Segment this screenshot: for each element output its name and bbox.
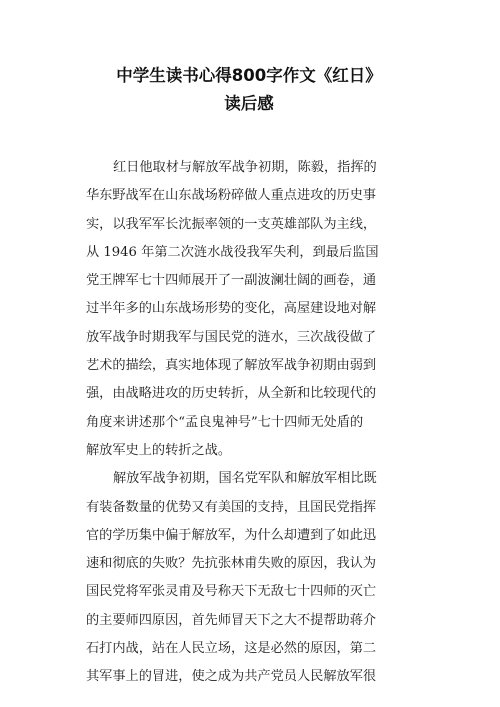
document-title [86, 62, 412, 118]
paragraph-line: 红日他取材与解放军战争初期，陈毅，指挥的 [113, 160, 377, 175]
paragraph-line: 角度来讲述那个“孟良鬼神号”七十四师无处盾的 [86, 414, 364, 430]
title-line-1: 中学生读书心得800字作文《红日》 [116, 66, 382, 85]
paragraph-line: 过半年多的山东战场形势的变化，高屋建设地对解 [86, 301, 377, 317]
title-line-2: 读后感 [224, 94, 274, 113]
paragraph-1 [86, 154, 412, 465]
paragraph-line: 的主要师四原因，首先师冒天下之大不提帮助蒋介 [86, 612, 377, 628]
paragraph-line: 华东野战军在山东战场粉碎做人重点进攻的历史事 [86, 188, 377, 204]
paragraph-line: 放军战争时期我军与国民党的涟水，三次战役做了 [86, 329, 377, 345]
paragraph-line: 石打内战，站在人民立场，这是必然的原因，第二 [86, 641, 377, 657]
paragraph-line: 官的学历集中偏于解放军，为什么却遭到了如此迅 [86, 527, 377, 543]
paragraph-line: 有装备数量的优势又有美国的支持，且国民党指挥 [86, 499, 377, 515]
paragraph-line: 艺术的描绘，真实地体现了解放军战争初期由弱到 [86, 358, 377, 374]
paragraph-line: 国民党将军张灵甫及号称天下无敌七十四师的灭亡 [86, 584, 377, 600]
paragraph-line: 速和彻底的失败？先抗张林甫失败的原因，我认为 [86, 556, 377, 572]
paragraph-line: 从 1946 年第二次涟水战役我军失利，到最后监国 [86, 244, 379, 260]
paragraph-line: 实，以我军军长沈振率领的一支英雄部队为主线， [86, 216, 377, 232]
paragraph-2 [86, 465, 412, 691]
paragraph-line: 强，由战略进攻的历史转折，从全新和比较现代的 [86, 386, 377, 402]
paragraph-line: 解放军战争初期，国名党军队和解放军相比既 [113, 471, 377, 487]
paragraph-line: 解放军史上的转折之战。 [86, 442, 232, 458]
paragraph-line: 其军事上的冒进，使之成为共产党员人民解放军很 [86, 669, 377, 685]
paragraph-line: 党王牌军七十四师展开了一副波澜壮阔的画卷，通 [86, 273, 377, 289]
